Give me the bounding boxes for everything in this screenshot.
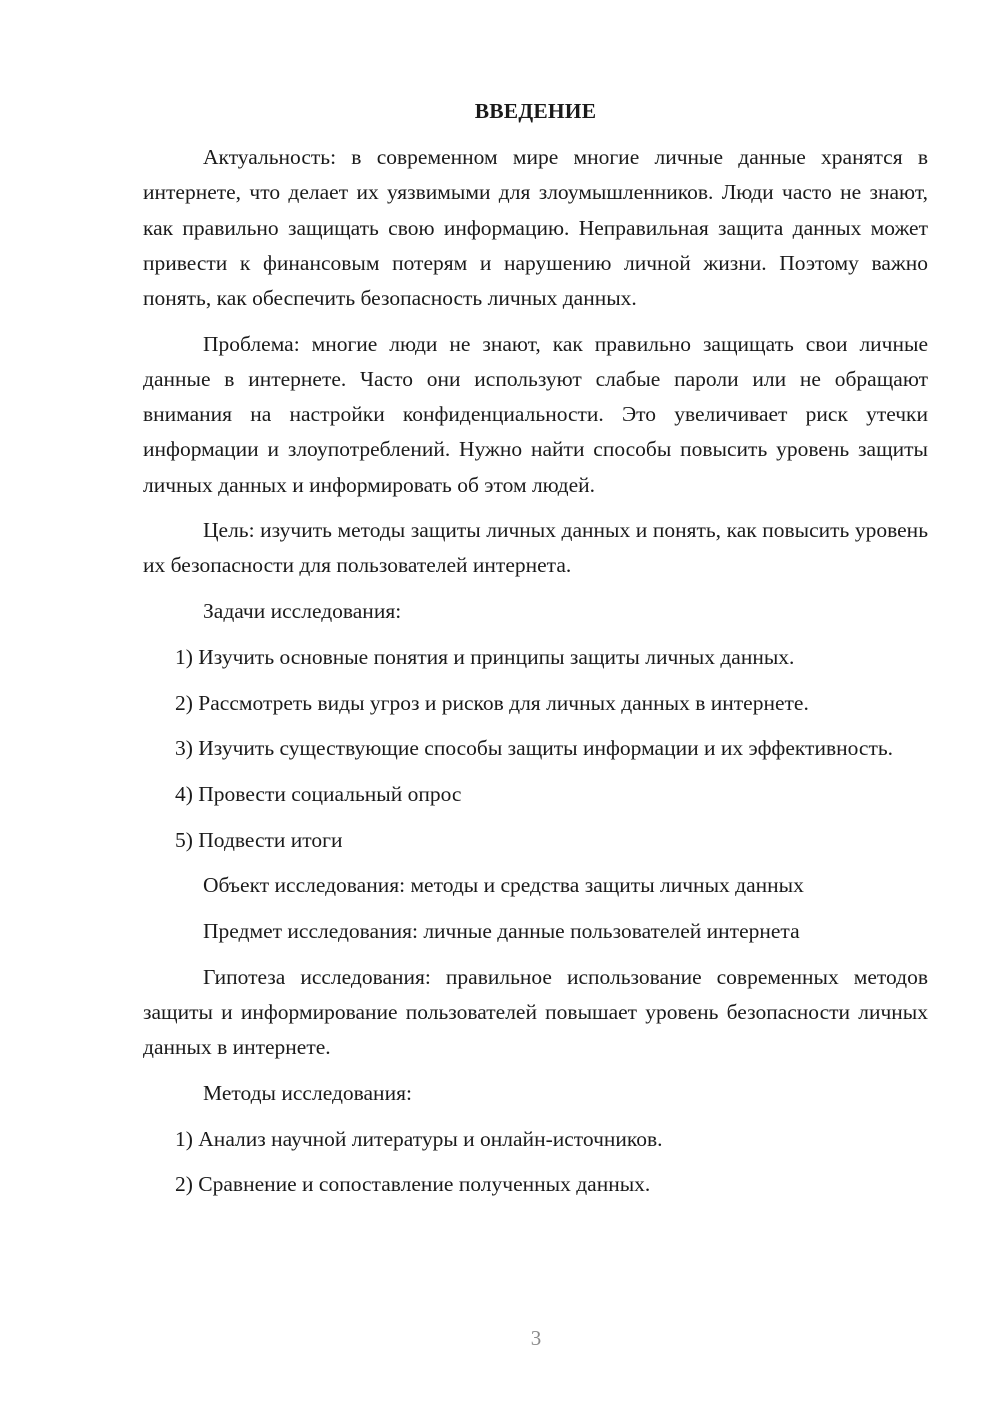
object-paragraph: Объект исследования: методы и средства защиты личных данных	[203, 873, 804, 898]
subject-paragraph: Предмет исследования: личные данные пользователей интернета	[203, 919, 800, 944]
tasks-heading: Задачи исследования:	[203, 599, 402, 624]
task-item-5: 5) Подвести итоги	[175, 827, 343, 852]
task-item-4: 4) Провести социальный опрос	[175, 781, 462, 806]
document-page	[143, 94, 928, 1213]
goal-paragraph: Цель: изучить методы защиты личных данных и понять, как повысить уровень их безопасности для пользователей интернета.	[143, 518, 928, 578]
methods-heading: Методы исследования:	[203, 1080, 412, 1105]
task-item-2: 2) Рассмотреть виды угроз и рисков для личных данных в интернете.	[175, 690, 809, 715]
task-item-1: 1) Изучить основные понятия и принципы защиты личных данных.	[175, 644, 795, 669]
page-number: 3	[530, 1326, 542, 1350]
page-title: ВВЕДЕНИЕ	[474, 99, 597, 123]
relevance-paragraph: Актуальность: в современном мире многие личные данные хранятся в интернете, что делает их уязвимыми для злоумышленников. Люди часто не знают, как правильно защищать свою информацию. Неправильная защита данных может привести к финансовым потерям и нарушению личной жизни. Поэтому важно понять, как обеспечить безопасность личных данных.	[143, 145, 928, 311]
problem-paragraph: Проблема: многие люди не знают, как правильно защищать свои личные данные в интернете. Часто они используют слабые пароли или не обращают внимания на настройки конфиденциальности. Это увеличивает риск утечки информации и злоупотреблений. Нужно найти способы повысить уровень защиты личных данных и информировать об этом людей.	[143, 331, 928, 497]
method-item-2: 2) Сравнение и сопоставление полученных данных.	[175, 1172, 651, 1197]
task-item-3: 3) Изучить существующие способы защиты информации и их эффективность.	[175, 736, 894, 761]
hypothesis-paragraph: Гипотеза исследования: правильное использование современных методов защиты и информирование пользователей повышает уровень безопасности личных данных в интернете.	[143, 964, 928, 1060]
method-item-1: 1) Анализ научной литературы и онлайн-источников.	[175, 1126, 663, 1151]
